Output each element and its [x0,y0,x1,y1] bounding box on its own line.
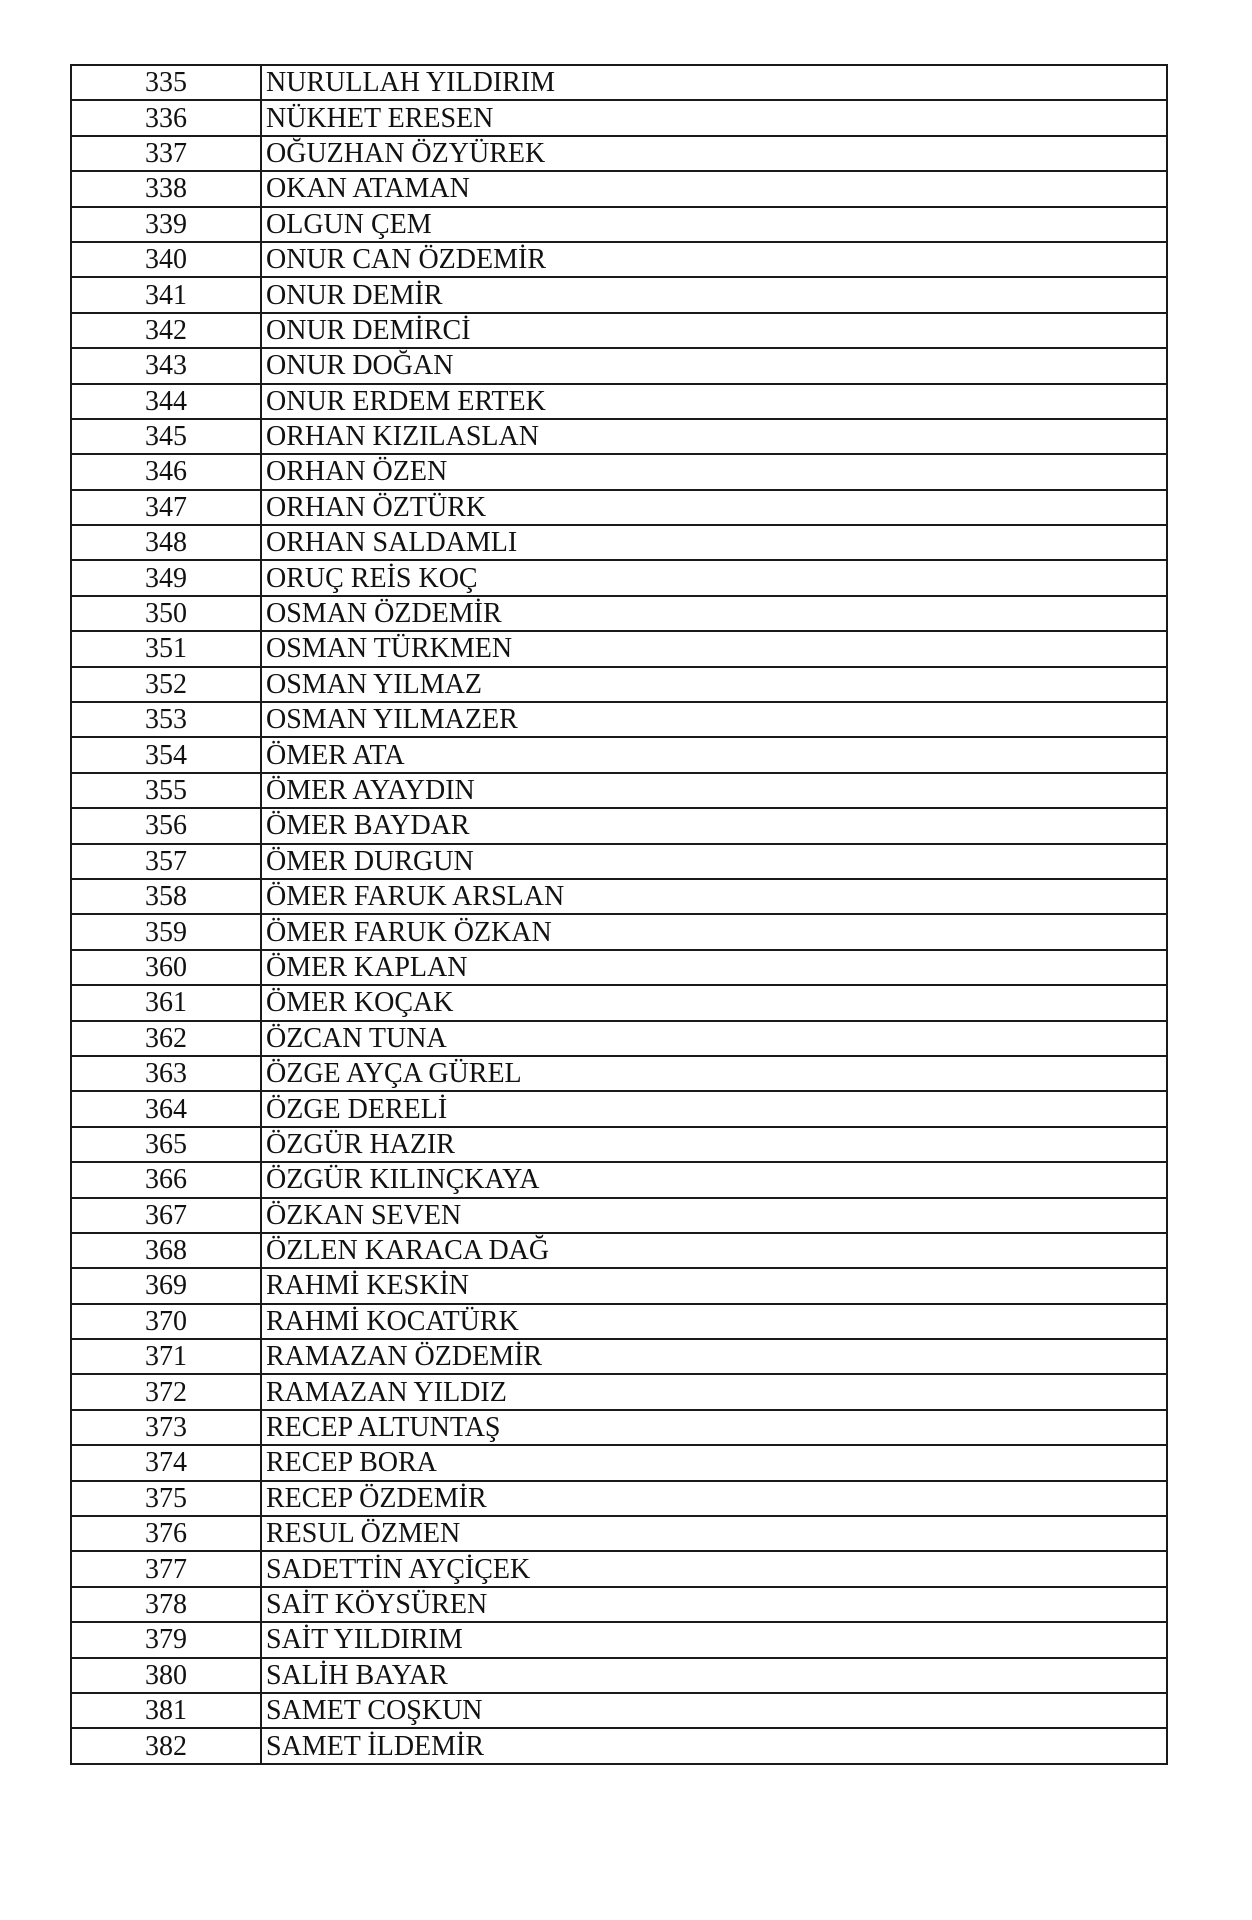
person-name-cell: ÖMER KAPLAN [261,950,1167,985]
row-number-cell: 355 [71,773,261,808]
table-row [71,454,1167,489]
table-row [71,1445,1167,1480]
table-row [71,1658,1167,1693]
row-number-cell: 367 [71,1198,261,1233]
person-name-cell: RESUL ÖZMEN [261,1516,1167,1551]
table-row [71,914,1167,949]
table-row [71,1728,1167,1763]
row-number-cell: 364 [71,1091,261,1126]
row-number-cell: 375 [71,1481,261,1516]
table-row [71,313,1167,348]
person-name-cell: SAMET İLDEMİR [261,1728,1167,1763]
table-row [71,879,1167,914]
person-name-cell: NURULLAH YILDIRIM [261,65,1167,100]
table-row [71,207,1167,242]
table-row [71,1021,1167,1056]
row-number-cell: 339 [71,207,261,242]
row-number-cell: 358 [71,879,261,914]
table-row [71,277,1167,312]
person-name-cell: ONUR DEMİRCİ [261,313,1167,348]
table-row [71,808,1167,843]
row-number-cell: 382 [71,1728,261,1763]
person-name-cell: OSMAN TÜRKMEN [261,631,1167,666]
row-number-cell: 359 [71,914,261,949]
table-row [71,525,1167,560]
person-name-cell: ÖMER FARUK ÖZKAN [261,914,1167,949]
person-name-cell: OLGUN ÇEM [261,207,1167,242]
row-number-cell: 342 [71,313,261,348]
person-name-cell: SADETTİN AYÇİÇEK [261,1551,1167,1586]
row-number-cell: 340 [71,242,261,277]
table-row [71,1056,1167,1091]
row-number-cell: 369 [71,1268,261,1303]
person-name-cell: ONUR DEMİR [261,277,1167,312]
row-number-cell: 344 [71,384,261,419]
table-row [71,1339,1167,1374]
table-row [71,667,1167,702]
table-row [71,419,1167,454]
person-name-cell: ÖMER AYAYDIN [261,773,1167,808]
row-number-cell: 341 [71,277,261,312]
row-number-cell: 346 [71,454,261,489]
table-row [71,560,1167,595]
row-number-cell: 374 [71,1445,261,1480]
person-name-cell: ORUÇ REİS KOÇ [261,560,1167,595]
person-name-cell: ÖZCAN TUNA [261,1021,1167,1056]
person-name-cell: ÖZKAN SEVEN [261,1198,1167,1233]
row-number-cell: 368 [71,1233,261,1268]
person-name-cell: ONUR ERDEM ERTEK [261,384,1167,419]
table-row [71,737,1167,772]
table-row [71,1622,1167,1657]
person-name-cell: ÖZGE AYÇA GÜREL [261,1056,1167,1091]
row-number-cell: 351 [71,631,261,666]
row-number-cell: 363 [71,1056,261,1091]
table-row [71,384,1167,419]
person-name-cell: RECEP ALTUNTAŞ [261,1410,1167,1445]
person-name-cell: RAMAZAN ÖZDEMİR [261,1339,1167,1374]
table-row [71,1162,1167,1197]
row-number-cell: 378 [71,1587,261,1622]
person-name-cell: SAİT KÖYSÜREN [261,1587,1167,1622]
table-row [71,100,1167,135]
row-number-cell: 376 [71,1516,261,1551]
person-name-cell: RECEP BORA [261,1445,1167,1480]
row-number-cell: 347 [71,490,261,525]
table-row [71,1127,1167,1162]
row-number-cell: 370 [71,1304,261,1339]
person-name-cell: ÖMER FARUK ARSLAN [261,879,1167,914]
table-row [71,1481,1167,1516]
person-name-cell: ÖMER DURGUN [261,844,1167,879]
person-name-cell: ÖZGÜR HAZIR [261,1127,1167,1162]
person-name-cell: ORHAN SALDAMLI [261,525,1167,560]
row-number-cell: 335 [71,65,261,100]
table-row [71,1304,1167,1339]
table-row [71,950,1167,985]
row-number-cell: 379 [71,1622,261,1657]
row-number-cell: 356 [71,808,261,843]
person-name-cell: OĞUZHAN ÖZYÜREK [261,136,1167,171]
row-number-cell: 372 [71,1374,261,1409]
row-number-cell: 371 [71,1339,261,1374]
row-number-cell: 345 [71,419,261,454]
person-name-cell: NÜKHET ERESEN [261,100,1167,135]
table-row [71,1374,1167,1409]
person-name-cell: ÖMER ATA [261,737,1167,772]
table-row [71,136,1167,171]
person-name-cell: ONUR CAN ÖZDEMİR [261,242,1167,277]
table-row [71,844,1167,879]
table-row [71,1693,1167,1728]
person-name-cell: ÖZLEN KARACA DAĞ [261,1233,1167,1268]
table-row [71,1198,1167,1233]
row-number-cell: 348 [71,525,261,560]
row-number-cell: 353 [71,702,261,737]
row-number-cell: 350 [71,596,261,631]
row-number-cell: 349 [71,560,261,595]
person-name-cell: SAMET COŞKUN [261,1693,1167,1728]
person-name-cell: ORHAN ÖZTÜRK [261,490,1167,525]
row-number-cell: 362 [71,1021,261,1056]
row-number-cell: 360 [71,950,261,985]
row-number-cell: 357 [71,844,261,879]
person-name-cell: RECEP ÖZDEMİR [261,1481,1167,1516]
row-number-cell: 365 [71,1127,261,1162]
table-row [71,1551,1167,1586]
person-name-cell: RAHMİ KESKİN [261,1268,1167,1303]
table-row [71,1516,1167,1551]
table-row [71,1268,1167,1303]
table-row [71,702,1167,737]
person-name-cell: OSMAN ÖZDEMİR [261,596,1167,631]
table-row [71,490,1167,525]
table-row [71,1410,1167,1445]
person-name-cell: ÖMER BAYDAR [261,808,1167,843]
table-row [71,596,1167,631]
person-name-cell: OKAN ATAMAN [261,171,1167,206]
row-number-cell: 361 [71,985,261,1020]
row-number-cell: 377 [71,1551,261,1586]
name-list-table [70,64,1168,1765]
table-row [71,773,1167,808]
row-number-cell: 380 [71,1658,261,1693]
person-name-cell: ORHAN ÖZEN [261,454,1167,489]
table-row [71,985,1167,1020]
person-name-cell: SAİT YILDIRIM [261,1622,1167,1657]
person-name-cell: ÖMER KOÇAK [261,985,1167,1020]
table-row [71,1091,1167,1126]
table-row [71,1233,1167,1268]
person-name-cell: RAHMİ KOCATÜRK [261,1304,1167,1339]
person-name-cell: ONUR DOĞAN [261,348,1167,383]
table-row [71,171,1167,206]
table-row [71,242,1167,277]
person-name-cell: OSMAN YILMAZER [261,702,1167,737]
person-name-cell: OSMAN YILMAZ [261,667,1167,702]
row-number-cell: 338 [71,171,261,206]
person-name-cell: ÖZGE DERELİ [261,1091,1167,1126]
row-number-cell: 373 [71,1410,261,1445]
row-number-cell: 366 [71,1162,261,1197]
row-number-cell: 337 [71,136,261,171]
row-number-cell: 381 [71,1693,261,1728]
person-name-cell: RAMAZAN YILDIZ [261,1374,1167,1409]
person-name-cell: ORHAN KIZILASLAN [261,419,1167,454]
table-row [71,631,1167,666]
row-number-cell: 352 [71,667,261,702]
table-row [71,65,1167,100]
person-name-cell: ÖZGÜR KILINÇKAYA [261,1162,1167,1197]
row-number-cell: 336 [71,100,261,135]
table-row [71,1587,1167,1622]
person-name-cell: SALİH BAYAR [261,1658,1167,1693]
row-number-cell: 343 [71,348,261,383]
table-row [71,348,1167,383]
row-number-cell: 354 [71,737,261,772]
table-body [71,65,1167,1764]
